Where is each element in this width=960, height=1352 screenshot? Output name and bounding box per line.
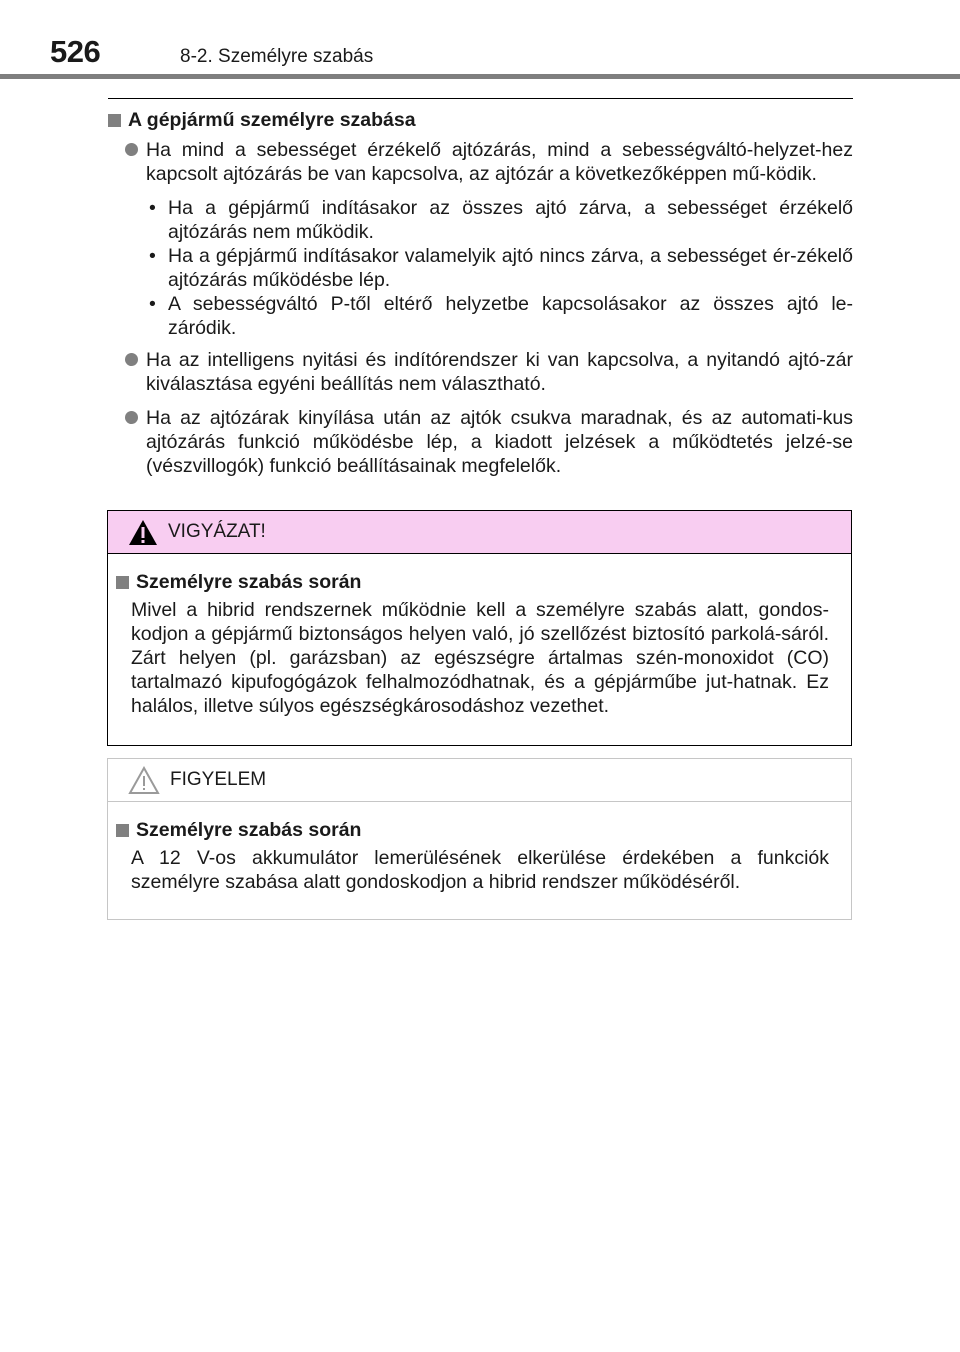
caution-triangle-outline-icon — [128, 766, 160, 795]
notice-header — [108, 759, 851, 802]
circle-bullet-icon — [125, 411, 138, 424]
sub-list-item-text: Ha a gépjármű indításakor az összes ajtó zárva, a sebességet érzékelő ajtózárás nem működik. — [168, 197, 853, 243]
warning-triangle-icon — [128, 519, 158, 546]
page-header — [0, 0, 960, 80]
warning-box — [107, 510, 852, 746]
sub-list-item — [146, 244, 853, 292]
notice-text: A 12 V-os akkumulátor lemerülésének elkerülése érdekében a funkciók személyre szabása alatt gondoskodjon a hibrid rendszer működéséről. — [131, 847, 829, 893]
warning-text: Mivel a hibrid rendszernek működnie kell a személyre szabás alatt, gondos-kodjon a gépjármű biztonságos helyen való, jó szellőzést biztosító parkolá-sáról. Zárt helyen (pl. garázsban) az egészségre ártalmas szén-monoxidot (CO) tartalmazó kipufogógázok felhalmozódhatnak, és a gépjárműbe jut-hatnak. Ez halálos, illetve súlyos egészségkárosodáshoz vezethet. — [131, 599, 829, 717]
list-item — [108, 348, 853, 396]
page-number: 526 — [50, 34, 101, 69]
main-content — [108, 108, 853, 488]
dot-bullet-icon: • — [149, 245, 156, 267]
list-item — [108, 138, 853, 186]
header-rule — [0, 74, 960, 79]
square-bullet-icon — [116, 824, 129, 837]
circle-bullet-icon — [125, 353, 138, 366]
section-title: 8-2. Személyre szabás — [180, 46, 374, 67]
circle-bullet-icon — [125, 143, 138, 156]
list-item-text: Ha az intelligens nyitási és indítórendszer ki van kapcsolva, a nyitandó ajtó-zár kiválasztása egyéni beállítás nem választható. — [146, 349, 853, 395]
notice-box — [107, 758, 852, 920]
warning-heading — [116, 570, 829, 594]
sub-list-item-text: Ha a gépjármű indításakor valamelyik ajtó nincs zárva, a sebességet ér-zékelő ajtózárás működésbe lép. — [168, 245, 853, 291]
notice-heading-text: Személyre szabás során — [136, 819, 362, 841]
list-item-text: Ha mind a sebességet érzékelő ajtózárás, mind a sebességváltó-helyzet-hez kapcsolt ajtózárás be van kapcsolva, az ajtózár a következőképpen mű-ködik. — [146, 139, 853, 185]
warning-header — [108, 511, 851, 554]
section-heading-text: A gépjármű személyre szabása — [128, 109, 416, 131]
notice-label: FIGYELEM — [170, 769, 267, 790]
sub-list-item — [146, 196, 853, 244]
notice-body — [108, 802, 851, 894]
dot-bullet-icon: • — [149, 293, 156, 315]
square-bullet-icon — [108, 114, 121, 127]
warning-label: VIGYÁZAT! — [168, 521, 266, 542]
warning-heading-text: Személyre szabás során — [136, 571, 362, 593]
square-bullet-icon — [116, 576, 129, 589]
section-heading — [108, 108, 853, 132]
list-item — [108, 406, 853, 478]
content-divider — [108, 98, 853, 99]
warning-body — [108, 554, 851, 718]
list-item-text: Ha az ajtózárak kinyílása után az ajtók csukva maradnak, és az automati-kus ajtózárás funkció működésbe lép, a kiadott jelzések a működtetés jelzé-se (vészvillogók) funkció beállításainak megfelelők. — [146, 407, 853, 477]
sub-list-item — [146, 292, 853, 340]
sub-list-item-text: A sebességváltó P-től eltérő helyzetbe kapcsolásakor az összes ajtó le-záródik. — [168, 293, 853, 339]
notice-heading — [116, 818, 829, 842]
sub-list — [146, 196, 853, 340]
dot-bullet-icon: • — [149, 197, 156, 219]
